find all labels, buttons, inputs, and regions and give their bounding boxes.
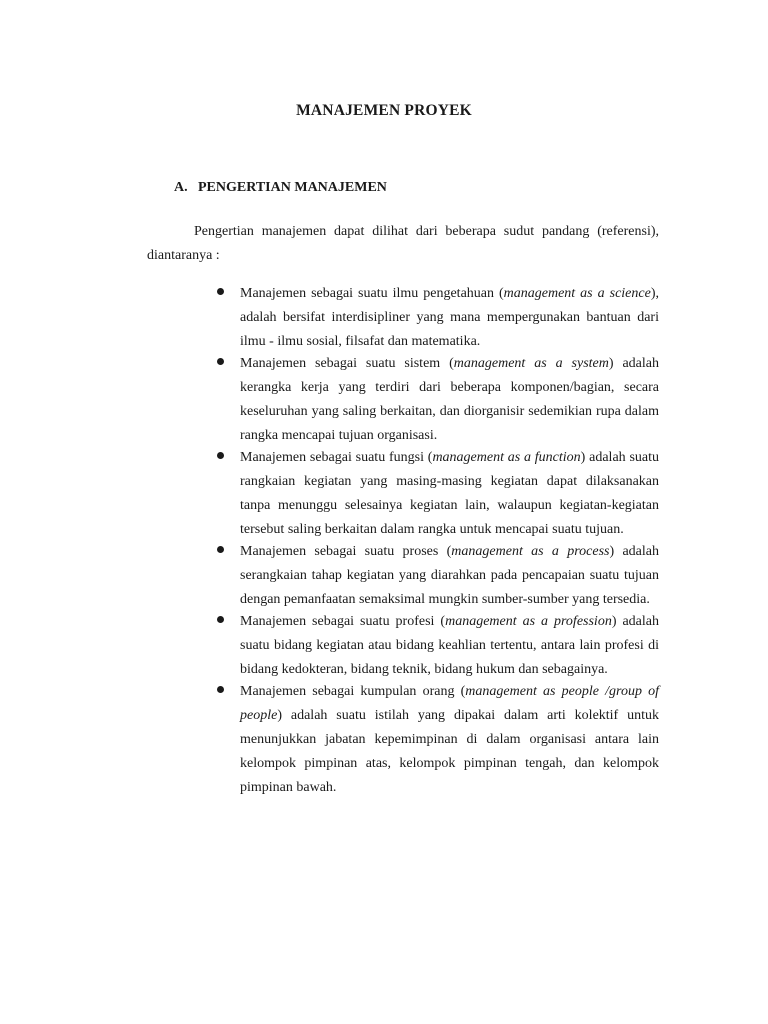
list-item (147, 352, 659, 448)
bullet-dot-icon (217, 686, 224, 693)
bullet-dot-icon (217, 616, 224, 623)
bullet-text-after: ) adalah suatu istilah yang dipakai dalam arti kolektif untuk menunjukkan jabatan kepemimpinan di dalam organisasi antara lain kelompok pimpinan atas, kelompok pimpinan tengah, dan kelompok pimpinan bawah. (240, 708, 659, 795)
bullet-text-after: ) adalah kerangka kerja yang terdiri dari beberapa komponen/bagian, secara keseluruhan yang saling berkaitan, dan diorganisir sedemikian rupa dalam rangka mencapai tujuan organisasi. (240, 356, 659, 443)
list-item (147, 446, 659, 542)
bullet-list (147, 282, 659, 798)
section-heading-text: PENGERTIAN MANAJEMEN (198, 180, 387, 195)
bullet-text-italic: management as a process (451, 544, 610, 559)
bullet-text-after: ) adalah suatu rangkaian kegiatan yang masing-masing kegiatan dapat dilaksanakan tanpa menunggu selesainya kegiatan lain, walaupun kegiatan-kegiatan tersebut saling berkaitan dalam rangka untuk mencapai suatu tujuan. (240, 450, 659, 537)
bullet-text-before: Manajemen sebagai suatu fungsi ( (240, 450, 433, 465)
bullet-text-italic: management as a function (432, 450, 581, 465)
bullet-text-italic: management as a science (503, 286, 651, 301)
bullet-dot-icon (217, 288, 224, 295)
bullet-text-before: Manajemen sebagai suatu profesi ( (240, 614, 446, 629)
list-item (147, 282, 659, 354)
bullet-text-before: Manajemen sebagai suatu ilmu pengetahuan ( (240, 286, 504, 301)
intro-paragraph: Pengertian manajemen dapat dilihat dari beberapa sudut pandang (referensi), diantaranya : (147, 224, 659, 263)
bullet-text-before: Manajemen sebagai suatu sistem ( (240, 356, 454, 371)
list-item (147, 610, 659, 682)
bullet-text-before: Manajemen sebagai suatu proses ( (240, 544, 452, 559)
bullet-text-before: Manajemen sebagai kumpulan orang ( (240, 684, 466, 699)
document-title: MANAJEMEN PROYEK (296, 102, 472, 119)
bullet-dot-icon (217, 546, 224, 553)
section-heading (174, 180, 387, 196)
bullet-text-italic: management as a profession (445, 614, 612, 629)
bullet-text-after: ) adalah suatu bidang kegiatan atau bidang keahlian tertentu, antara lain profesi di bidang kedokteran, bidang teknik, bidang hukum dan sebagainya. (240, 614, 659, 677)
bullet-text-italic: management as people /group of people (240, 684, 660, 723)
bullet-text-italic: management as a system (453, 356, 609, 371)
bullet-text-after: ), adalah bersifat interdisipliner yang mana mempergunakan bantuan dari ilmu - ilmu sosial, filsafat dan matematika. (240, 286, 659, 349)
section-letter: A. (174, 180, 188, 195)
bullet-dot-icon (217, 452, 224, 459)
bullet-text-after: ) adalah serangkaian tahap kegiatan yang diarahkan pada pencapaian suatu tujuan dengan pemanfaatan semaksimal mungkin sumber-sumber yang tersedia. (240, 544, 659, 607)
bullet-dot-icon (217, 358, 224, 365)
list-item (147, 680, 659, 800)
list-item (147, 540, 659, 612)
